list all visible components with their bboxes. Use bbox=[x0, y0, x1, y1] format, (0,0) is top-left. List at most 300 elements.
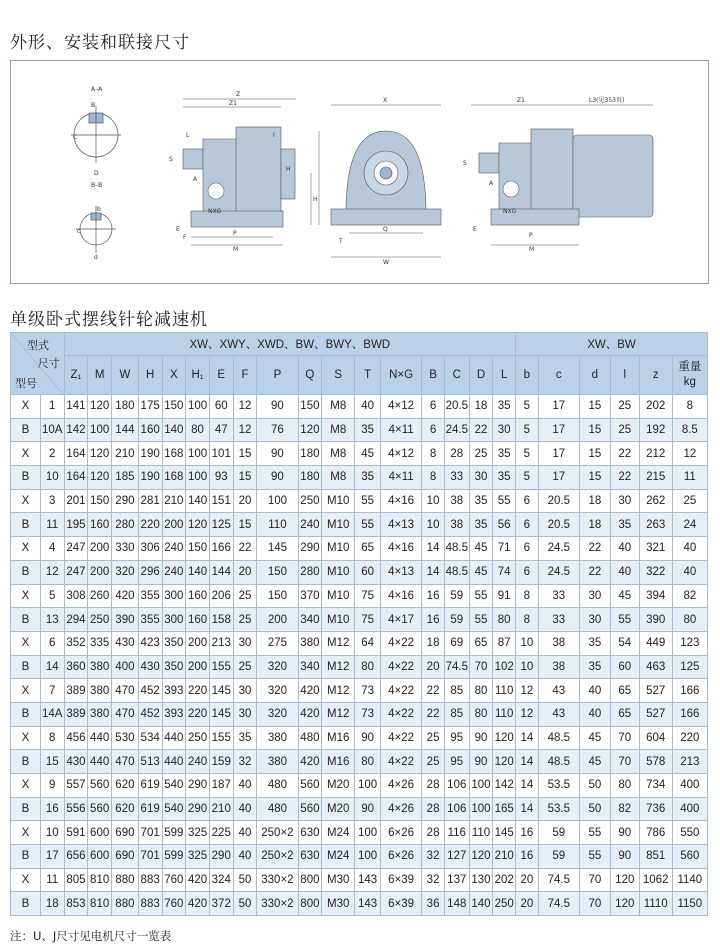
table-cell: 440 bbox=[162, 750, 186, 774]
table-cell: 15 bbox=[233, 466, 257, 490]
table-cell: 690 bbox=[112, 845, 139, 869]
table-cell: 36 bbox=[422, 892, 445, 916]
table-cell: 159 bbox=[209, 750, 233, 774]
table-cell: 463 bbox=[639, 655, 672, 679]
table-cell: X bbox=[11, 679, 41, 703]
table-cell: 195 bbox=[64, 513, 88, 537]
table-cell: X bbox=[11, 631, 41, 655]
table-cell: 150 bbox=[257, 584, 298, 608]
table-cell: 350 bbox=[162, 655, 186, 679]
table-cell: 70 bbox=[610, 750, 639, 774]
table-cell: 8 bbox=[422, 466, 445, 490]
table-row bbox=[11, 537, 708, 561]
table-cell: 56 bbox=[493, 513, 516, 537]
table-cell: 619 bbox=[138, 774, 162, 798]
column-header: d bbox=[579, 356, 610, 395]
table-cell: 90 bbox=[257, 442, 298, 466]
table-cell: 16 bbox=[422, 608, 445, 632]
table-cell: 452 bbox=[138, 702, 162, 726]
table-cell: 389 bbox=[64, 679, 88, 703]
table-cell: 420 bbox=[298, 679, 322, 703]
svg-text:b: b bbox=[97, 206, 101, 213]
table-cell: X bbox=[11, 868, 41, 892]
table-cell: 6×26 bbox=[381, 821, 422, 845]
column-header: B bbox=[422, 356, 445, 395]
svg-text:Q: Q bbox=[383, 226, 388, 233]
svg-text:A–A: A–A bbox=[91, 86, 103, 93]
table-cell: 560 bbox=[672, 845, 707, 869]
table-cell: 883 bbox=[138, 868, 162, 892]
table-cell: M24 bbox=[322, 845, 355, 869]
table-cell: 210 bbox=[162, 489, 186, 513]
table-cell: 800 bbox=[298, 892, 322, 916]
table-cell: 247 bbox=[64, 537, 88, 561]
table-cell: 5 bbox=[516, 418, 539, 442]
table-cell: 4×16 bbox=[381, 584, 422, 608]
table-cell: 18 bbox=[579, 513, 610, 537]
table-row bbox=[11, 821, 708, 845]
table-cell: M10 bbox=[322, 608, 355, 632]
table-cell: 80 bbox=[610, 774, 639, 798]
table-cell: 604 bbox=[639, 726, 672, 750]
table-cell: 90 bbox=[610, 845, 639, 869]
table-cell: M10 bbox=[322, 584, 355, 608]
table-cell: M8 bbox=[322, 418, 355, 442]
table-cell: 325 bbox=[186, 821, 210, 845]
table-cell: 35 bbox=[493, 442, 516, 466]
table-cell: 38 bbox=[444, 489, 469, 513]
table-cell: 290 bbox=[209, 845, 233, 869]
table-cell: 73 bbox=[355, 679, 381, 703]
column-header: 重量 kg bbox=[672, 356, 707, 395]
svg-text:Z1: Z1 bbox=[517, 97, 525, 104]
table-cell: 65 bbox=[469, 631, 493, 655]
table-cell: M12 bbox=[322, 655, 355, 679]
table-cell: 400 bbox=[672, 774, 707, 798]
table-cell: 6×26 bbox=[381, 845, 422, 869]
table-cell: 168 bbox=[162, 466, 186, 490]
table-cell: 80 bbox=[469, 679, 493, 703]
reducer-drawings bbox=[11, 61, 708, 283]
table-cell: 90 bbox=[610, 821, 639, 845]
svg-text:c: c bbox=[77, 228, 81, 235]
table-cell: 75 bbox=[355, 584, 381, 608]
table-cell: 20.5 bbox=[538, 489, 579, 513]
table-cell: X bbox=[11, 489, 41, 513]
table-row bbox=[11, 631, 708, 655]
table-cell: 70 bbox=[579, 868, 610, 892]
table-cell: 100 bbox=[186, 395, 210, 419]
table-cell: 534 bbox=[138, 726, 162, 750]
table-cell: B bbox=[11, 608, 41, 632]
column-header-row bbox=[11, 356, 708, 395]
table-cell: 35 bbox=[493, 466, 516, 490]
table-cell: 527 bbox=[639, 702, 672, 726]
table-cell: 13 bbox=[40, 608, 64, 632]
table-cell: 250 bbox=[88, 608, 112, 632]
table-cell: 280 bbox=[298, 560, 322, 584]
table-cell: 53.5 bbox=[538, 797, 579, 821]
table-cell: 80 bbox=[186, 418, 210, 442]
table-cell: 40 bbox=[610, 560, 639, 584]
table-cell: 106 bbox=[444, 774, 469, 798]
table-cell: 620 bbox=[112, 774, 139, 798]
table-row bbox=[11, 679, 708, 703]
table-cell: 4×22 bbox=[381, 750, 422, 774]
table-cell: 65 bbox=[355, 537, 381, 561]
table-cell: 140 bbox=[469, 892, 493, 916]
table-cell: 116 bbox=[444, 821, 469, 845]
table-cell: 55 bbox=[355, 489, 381, 513]
table-cell: 140 bbox=[162, 418, 186, 442]
table-cell: 300 bbox=[162, 608, 186, 632]
table-cell: 7 bbox=[40, 679, 64, 703]
table-cell: 5 bbox=[516, 442, 539, 466]
table-cell: 90 bbox=[257, 395, 298, 419]
table-row bbox=[11, 868, 708, 892]
table-cell: 120 bbox=[610, 868, 639, 892]
table-cell: 30 bbox=[233, 702, 257, 726]
column-header: N×G bbox=[381, 356, 422, 395]
table-cell: 74.5 bbox=[444, 655, 469, 679]
table-cell: 28 bbox=[444, 442, 469, 466]
table-cell: 619 bbox=[138, 797, 162, 821]
table-cell: 59 bbox=[538, 845, 579, 869]
table-cell: 101 bbox=[209, 442, 233, 466]
table-cell: 120 bbox=[469, 845, 493, 869]
table-cell: 200 bbox=[186, 655, 210, 679]
table-row bbox=[11, 489, 708, 513]
table-cell: 380 bbox=[88, 679, 112, 703]
svg-text:X: X bbox=[383, 97, 388, 104]
table-cell: 55 bbox=[355, 513, 381, 537]
table-cell: 10 bbox=[40, 821, 64, 845]
table-cell: 22 bbox=[610, 442, 639, 466]
table-cell: 6 bbox=[516, 513, 539, 537]
table-row bbox=[11, 702, 708, 726]
table-row bbox=[11, 750, 708, 774]
table-cell: 100 bbox=[355, 845, 381, 869]
table-cell: 736 bbox=[639, 797, 672, 821]
column-header: H₁ bbox=[186, 356, 210, 395]
table-cell: 24.5 bbox=[538, 537, 579, 561]
table-cell: 4×22 bbox=[381, 679, 422, 703]
table-cell: M30 bbox=[322, 868, 355, 892]
table-cell: 180 bbox=[298, 466, 322, 490]
table-cell: 8.5 bbox=[672, 418, 707, 442]
table-cell: 280 bbox=[112, 513, 139, 537]
table-cell: 16 bbox=[516, 821, 539, 845]
table-cell: 10 bbox=[516, 655, 539, 679]
table-cell: 420 bbox=[186, 892, 210, 916]
table-cell: 43 bbox=[538, 702, 579, 726]
table-cell: 24.5 bbox=[538, 560, 579, 584]
table-cell: 200 bbox=[88, 537, 112, 561]
column-header: W bbox=[112, 356, 139, 395]
table-cell: 14 bbox=[422, 537, 445, 561]
table-cell: 330×2 bbox=[257, 892, 298, 916]
table-cell: 144 bbox=[209, 560, 233, 584]
table-cell: 120 bbox=[186, 513, 210, 537]
table-cell: 883 bbox=[138, 892, 162, 916]
table-cell: 2 bbox=[40, 442, 64, 466]
table-cell: 4×12 bbox=[381, 442, 422, 466]
table-cell: 247 bbox=[64, 560, 88, 584]
table-cell: 145 bbox=[493, 821, 516, 845]
table-cell: 8 bbox=[40, 726, 64, 750]
svg-text:M: M bbox=[529, 246, 535, 253]
table-row bbox=[11, 774, 708, 798]
table-cell: M20 bbox=[322, 774, 355, 798]
table-cell: 40 bbox=[233, 821, 257, 845]
table-cell: 40 bbox=[233, 845, 257, 869]
table-cell: 55 bbox=[493, 489, 516, 513]
table-cell: 440 bbox=[162, 726, 186, 750]
svg-text:E: E bbox=[473, 226, 477, 233]
table-cell: X bbox=[11, 726, 41, 750]
table-cell: 1150 bbox=[672, 892, 707, 916]
table-cell: 210 bbox=[112, 442, 139, 466]
table-cell: 250×2 bbox=[257, 845, 298, 869]
table-cell: 430 bbox=[138, 655, 162, 679]
table-cell: 38 bbox=[538, 631, 579, 655]
table-cell: 480 bbox=[257, 774, 298, 798]
table-cell: 35 bbox=[579, 631, 610, 655]
table-cell: 560 bbox=[88, 774, 112, 798]
table-cell: 220 bbox=[138, 513, 162, 537]
table-cell: 64 bbox=[355, 631, 381, 655]
table-cell: 80 bbox=[672, 608, 707, 632]
table-cell: 22 bbox=[422, 702, 445, 726]
table-cell: 4 bbox=[40, 537, 64, 561]
table-cell: 300 bbox=[162, 584, 186, 608]
table-cell: 190 bbox=[138, 442, 162, 466]
table-cell: 527 bbox=[639, 679, 672, 703]
table-cell: 40 bbox=[233, 774, 257, 798]
table-cell: 32 bbox=[422, 868, 445, 892]
table-cell: 8 bbox=[516, 584, 539, 608]
table-cell: 14 bbox=[516, 774, 539, 798]
table-cell: 690 bbox=[112, 821, 139, 845]
table-cell: 54 bbox=[610, 631, 639, 655]
table-row bbox=[11, 395, 708, 419]
table-cell: 240 bbox=[298, 513, 322, 537]
table-cell: 440 bbox=[88, 726, 112, 750]
table-cell: 11 bbox=[40, 513, 64, 537]
table-cell: B bbox=[11, 702, 41, 726]
table-cell: 5 bbox=[40, 584, 64, 608]
table-cell: 102 bbox=[493, 655, 516, 679]
table-cell: 35 bbox=[233, 726, 257, 750]
table-cell: 560 bbox=[88, 797, 112, 821]
svg-text:B: B bbox=[91, 102, 96, 109]
table-cell: 350 bbox=[162, 631, 186, 655]
table-cell: 400 bbox=[112, 655, 139, 679]
table-cell: M8 bbox=[322, 395, 355, 419]
table-cell: 355 bbox=[138, 584, 162, 608]
table-cell: 150 bbox=[298, 395, 322, 419]
group-header-xw-series: XW、XWY、XWD、BW、BWY、BWD bbox=[64, 333, 515, 356]
table-cell: 145 bbox=[209, 702, 233, 726]
table-cell: 4×26 bbox=[381, 797, 422, 821]
table-cell: 192 bbox=[639, 418, 672, 442]
table-cell: 200 bbox=[186, 631, 210, 655]
table-cell: 145 bbox=[257, 537, 298, 561]
table-cell: 45 bbox=[610, 584, 639, 608]
table-cell: 15 bbox=[233, 513, 257, 537]
table-cell: 168 bbox=[162, 442, 186, 466]
table-cell: 851 bbox=[639, 845, 672, 869]
table-cell: 32 bbox=[422, 845, 445, 869]
svg-text:F: F bbox=[183, 234, 187, 241]
table-cell: 6×39 bbox=[381, 868, 422, 892]
table-cell: 17 bbox=[40, 845, 64, 869]
table-cell: 123 bbox=[672, 631, 707, 655]
table-cell: 262 bbox=[639, 489, 672, 513]
table-cell: 35 bbox=[355, 466, 381, 490]
svg-text:M: M bbox=[233, 246, 239, 253]
table-cell: 734 bbox=[639, 774, 672, 798]
table-cell: 48.5 bbox=[444, 537, 469, 561]
table-cell: 530 bbox=[112, 726, 139, 750]
table-cell: 600 bbox=[88, 821, 112, 845]
table-cell: B bbox=[11, 466, 41, 490]
table-cell: B bbox=[11, 845, 41, 869]
svg-text:L: L bbox=[186, 132, 190, 139]
table-cell: 110 bbox=[469, 821, 493, 845]
table-cell: 430 bbox=[64, 750, 88, 774]
table-cell: 560 bbox=[298, 774, 322, 798]
table-cell: 59 bbox=[538, 821, 579, 845]
svg-text:Z1: Z1 bbox=[229, 100, 237, 107]
table-cell: 25 bbox=[672, 489, 707, 513]
table-cell: M30 bbox=[322, 892, 355, 916]
table-cell: 4×11 bbox=[381, 466, 422, 490]
column-header: Q bbox=[298, 356, 322, 395]
table-cell: 6 bbox=[516, 560, 539, 584]
table-cell: 166 bbox=[672, 679, 707, 703]
table-cell: 880 bbox=[112, 892, 139, 916]
table-cell: 290 bbox=[298, 537, 322, 561]
table-cell: 50 bbox=[579, 774, 610, 798]
table-cell: M10 bbox=[322, 513, 355, 537]
table-cell: 143 bbox=[355, 892, 381, 916]
table-cell: 50 bbox=[579, 797, 610, 821]
table-cell: 15 bbox=[579, 395, 610, 419]
table-cell: 160 bbox=[186, 584, 210, 608]
table-row bbox=[11, 845, 708, 869]
table-cell: 250×2 bbox=[257, 821, 298, 845]
table-cell: 55 bbox=[579, 845, 610, 869]
table-cell: 35 bbox=[469, 513, 493, 537]
table-cell: 25 bbox=[233, 655, 257, 679]
table-cell: 290 bbox=[186, 774, 210, 798]
table-cell: X bbox=[11, 395, 41, 419]
table-cell: 260 bbox=[88, 584, 112, 608]
table-cell: 45 bbox=[579, 750, 610, 774]
table-cell: 25 bbox=[422, 726, 445, 750]
table-cell: X bbox=[11, 584, 41, 608]
table-cell: 140 bbox=[186, 489, 210, 513]
table-cell: X bbox=[11, 442, 41, 466]
table-cell: X bbox=[11, 821, 41, 845]
table-cell: 210 bbox=[493, 845, 516, 869]
column-header: E bbox=[209, 356, 233, 395]
table-cell: 50 bbox=[233, 868, 257, 892]
table-cell: M16 bbox=[322, 726, 355, 750]
table-cell: 22 bbox=[233, 537, 257, 561]
table-cell: 4×22 bbox=[381, 631, 422, 655]
table-cell: 213 bbox=[209, 631, 233, 655]
table-cell: 320 bbox=[257, 655, 298, 679]
table-cell: 28 bbox=[422, 797, 445, 821]
table-cell: 11 bbox=[40, 868, 64, 892]
table-cell: 55 bbox=[469, 608, 493, 632]
table-cell: 370 bbox=[298, 584, 322, 608]
table-cell: 24.5 bbox=[444, 418, 469, 442]
table-cell: 853 bbox=[64, 892, 88, 916]
table-cell: 95 bbox=[444, 750, 469, 774]
table-cell: 50 bbox=[233, 892, 257, 916]
table-cell: 449 bbox=[639, 631, 672, 655]
table-cell: 100 bbox=[88, 418, 112, 442]
table-cell: 6×39 bbox=[381, 892, 422, 916]
table-cell: 141 bbox=[64, 395, 88, 419]
table-cell: 540 bbox=[162, 774, 186, 798]
table-row bbox=[11, 797, 708, 821]
table-cell: 206 bbox=[209, 584, 233, 608]
table-cell: 22 bbox=[469, 418, 493, 442]
table-cell: 100 bbox=[355, 774, 381, 798]
dimension-table bbox=[10, 332, 708, 916]
table-cell: 557 bbox=[64, 774, 88, 798]
table-cell: B bbox=[11, 418, 41, 442]
table-cell: 215 bbox=[639, 466, 672, 490]
table-cell: 30 bbox=[233, 679, 257, 703]
svg-text:C: C bbox=[73, 134, 78, 141]
table-cell: 80 bbox=[493, 608, 516, 632]
table-cell: 150 bbox=[257, 560, 298, 584]
table-cell: 166 bbox=[672, 702, 707, 726]
table-cell: 306 bbox=[138, 537, 162, 561]
table-cell: 30 bbox=[579, 584, 610, 608]
table-cell: 120 bbox=[88, 395, 112, 419]
table-cell: M10 bbox=[322, 537, 355, 561]
table-cell: M8 bbox=[322, 466, 355, 490]
table-cell: 1140 bbox=[672, 868, 707, 892]
table-row bbox=[11, 608, 708, 632]
table-cell: 296 bbox=[138, 560, 162, 584]
table-cell: 1062 bbox=[639, 868, 672, 892]
table-cell: 120 bbox=[88, 466, 112, 490]
column-header: T bbox=[355, 356, 381, 395]
table-cell: 160 bbox=[138, 418, 162, 442]
corner-model-label: 型号 bbox=[15, 378, 37, 390]
table-cell: 480 bbox=[257, 797, 298, 821]
table-cell: 33 bbox=[538, 608, 579, 632]
column-header: M bbox=[88, 356, 112, 395]
table-cell: 340 bbox=[298, 608, 322, 632]
table-cell: 10 bbox=[40, 466, 64, 490]
table-cell: 760 bbox=[162, 892, 186, 916]
table-cell: 560 bbox=[298, 797, 322, 821]
table-cell: 166 bbox=[209, 537, 233, 561]
table-cell: 18 bbox=[40, 892, 64, 916]
table-cell: 30 bbox=[233, 631, 257, 655]
table-cell: 15 bbox=[579, 442, 610, 466]
svg-text:Z: Z bbox=[236, 91, 241, 98]
table-cell: 20 bbox=[422, 655, 445, 679]
